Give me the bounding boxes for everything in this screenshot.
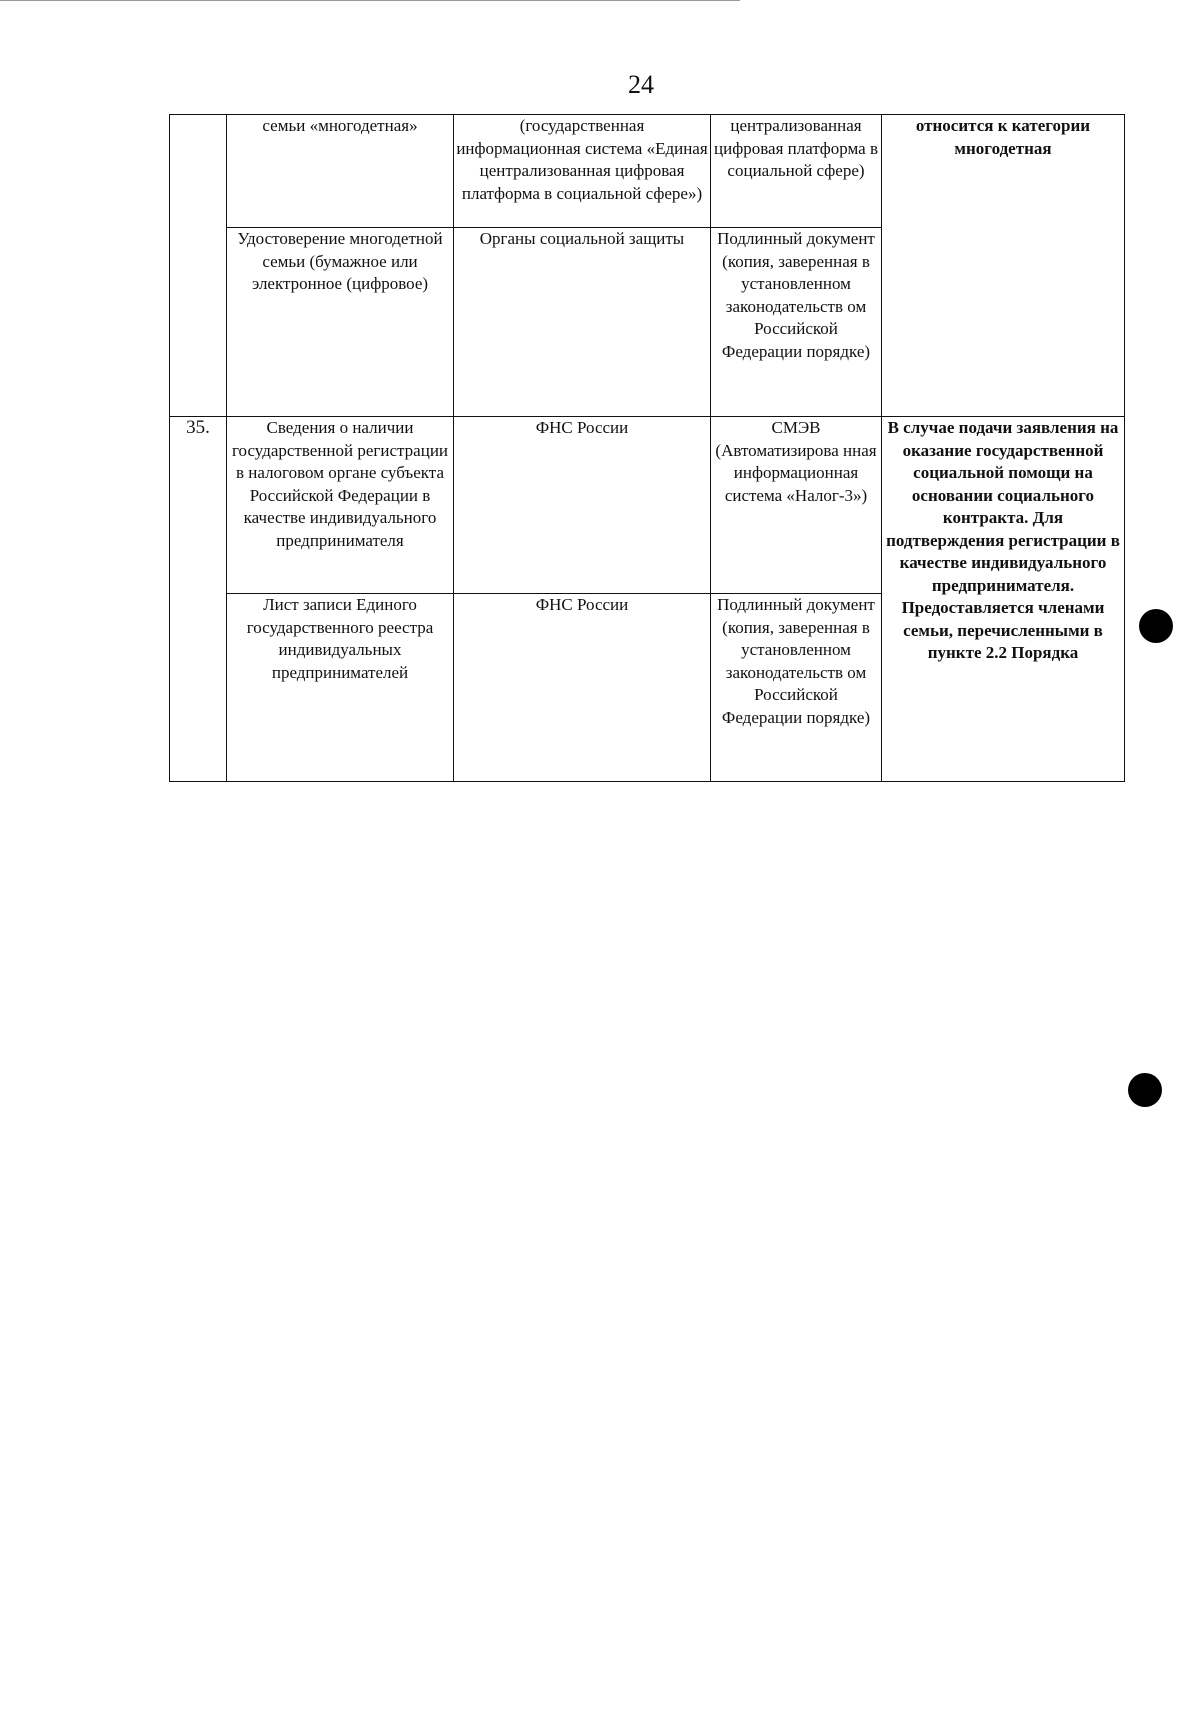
source-cell: ФНС России [454, 417, 711, 594]
page-number: 24 [628, 70, 654, 99]
form-cell: Подлинный документ (копия, заверенная в установленном законодательств ом Российской Федерации порядке) [711, 594, 882, 782]
document-name-cell: Удостоверение многодетной семьи (бумажное или электронное (цифровое) [227, 228, 454, 417]
table-row [170, 417, 1125, 594]
source-cell: Органы социальной защиты [454, 228, 711, 417]
source-cell: (государственная информационная система «Единая централизованная цифровая платформа в социальной сфере») [454, 115, 711, 228]
punch-hole-mark [1128, 1073, 1162, 1107]
punch-hole-mark [1139, 609, 1173, 643]
note-cell: В случае подачи заявления на оказание государственной социальной помощи на основании социального контракта. Для подтверждения регистрации в качестве индивидуального предпринимателя. Предоставляется членами семьи, перечисленными в пункте 2.2 Порядка [882, 417, 1125, 782]
document-name-cell: Лист записи Единого государственного реестра индивидуальных предпринимателей [227, 594, 454, 782]
document-name-cell: семьи «многодетная» [227, 115, 454, 228]
scan-top-edge [0, 0, 740, 1]
document-name-cell: Сведения о наличии государственной регистрации в налоговом органе субъекта Российской Федерации в качестве индивидуального предпринимателя [227, 417, 454, 594]
form-cell: СМЭВ (Автоматизирова нная информационная система «Налог-3») [711, 417, 882, 594]
row-number-cell [170, 115, 227, 417]
row-number-cell: 35. [170, 417, 227, 782]
form-cell: централизованная цифровая платформа в социальной сфере) [711, 115, 882, 228]
note-cell: относится к категории многодетная [882, 115, 1125, 417]
table-row [170, 115, 1125, 228]
form-cell: Подлинный документ (копия, заверенная в установленном законодательств ом Российской Федерации порядке) [711, 228, 882, 417]
documents-table [169, 114, 1125, 782]
source-cell: ФНС России [454, 594, 711, 782]
